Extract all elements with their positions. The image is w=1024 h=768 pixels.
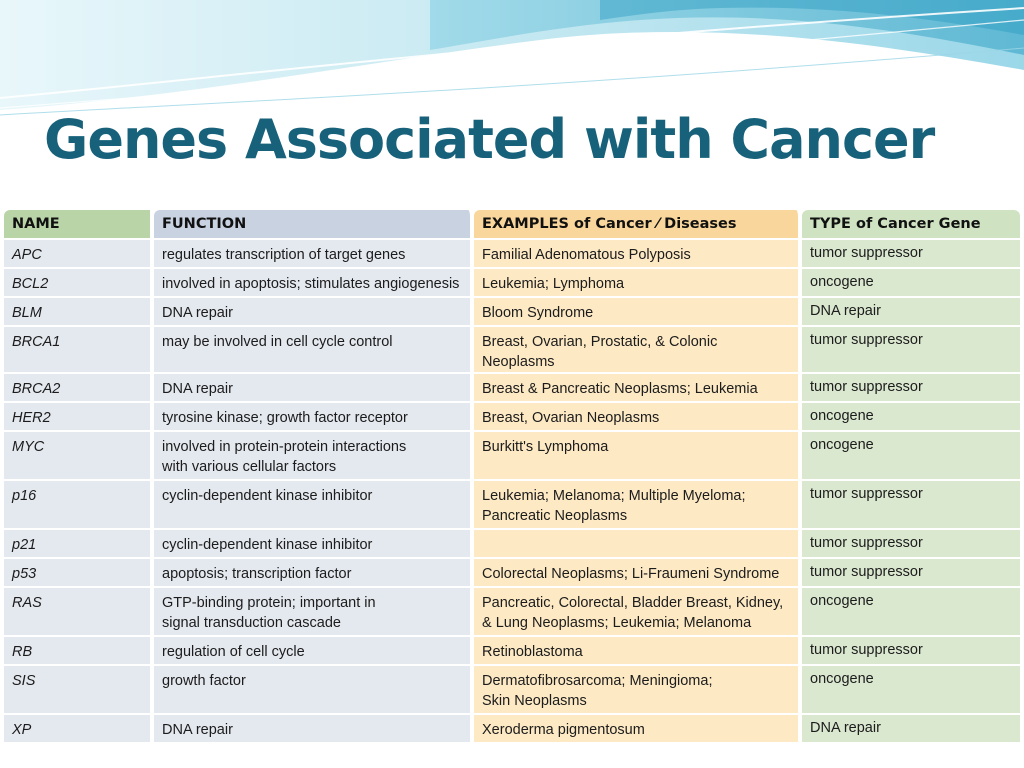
gene-function-cell bbox=[154, 528, 474, 557]
gene-function-cell bbox=[154, 635, 474, 664]
gene-name-cell: BRCA2 bbox=[4, 372, 154, 401]
gene-function-cell bbox=[154, 238, 474, 267]
table-row bbox=[4, 479, 1020, 528]
gene-function-line: DNA repair bbox=[162, 722, 233, 738]
gene-function-line: regulation of cell cycle bbox=[162, 644, 305, 660]
gene-function-line: GTP-binding protein; important in bbox=[162, 595, 376, 611]
gene-function-cell bbox=[154, 664, 474, 713]
gene-type-cell: oncogene bbox=[802, 430, 1020, 479]
table-header-row bbox=[4, 210, 1020, 238]
gene-examples-cell bbox=[474, 528, 802, 557]
gene-type-cell: tumor suppressor bbox=[802, 557, 1020, 586]
gene-examples-line: Colorectal Neoplasms; Li-Fraumeni Syndrome bbox=[482, 566, 780, 582]
gene-type-cell: oncogene bbox=[802, 267, 1020, 296]
gene-examples-line: Bloom Syndrome bbox=[482, 305, 594, 321]
gene-name-cell: SIS bbox=[4, 664, 154, 713]
header-function: FUNCTION bbox=[154, 210, 474, 238]
gene-examples-line: Leukemia; Melanoma; Multiple Myeloma; bbox=[482, 488, 746, 504]
table-row bbox=[4, 372, 1020, 401]
table-row bbox=[4, 238, 1020, 267]
gene-examples-cell bbox=[474, 296, 802, 325]
gene-examples-cell bbox=[474, 664, 802, 713]
gene-name-cell: RAS bbox=[4, 586, 154, 635]
cancer-genes-table bbox=[4, 210, 1020, 742]
gene-function-cell bbox=[154, 296, 474, 325]
table-row bbox=[4, 557, 1020, 586]
header-examples-rest: of Cancer ⁄ Diseases bbox=[568, 216, 737, 232]
gene-examples-cell bbox=[474, 713, 802, 742]
gene-examples-cell bbox=[474, 557, 802, 586]
gene-examples-line: Leukemia; Lymphoma bbox=[482, 276, 625, 292]
gene-name-cell: HER2 bbox=[4, 401, 154, 430]
gene-examples-line: & Lung Neoplasms; Leukemia; Melanoma bbox=[482, 615, 752, 631]
gene-examples-line: Retinoblastoma bbox=[482, 644, 583, 660]
gene-function-line: signal transduction cascade bbox=[162, 615, 341, 631]
gene-examples-cell bbox=[474, 586, 802, 635]
header-examples-bold: EXAMPLES bbox=[482, 216, 569, 232]
table-row bbox=[4, 586, 1020, 635]
gene-function-line: apoptosis; transcription factor bbox=[162, 566, 352, 582]
gene-function-cell bbox=[154, 557, 474, 586]
gene-function-cell bbox=[154, 325, 474, 372]
gene-function-line: DNA repair bbox=[162, 381, 233, 397]
gene-examples-line: Breast, Ovarian, Prostatic, & Colonic Neoplasms bbox=[482, 334, 718, 370]
table-row bbox=[4, 635, 1020, 664]
gene-examples-line: Dermatofibrosarcoma; Meningioma; bbox=[482, 673, 713, 689]
gene-function-cell bbox=[154, 401, 474, 430]
gene-type-cell: oncogene bbox=[802, 401, 1020, 430]
gene-examples-cell bbox=[474, 430, 802, 479]
gene-examples-cell bbox=[474, 267, 802, 296]
gene-examples-cell bbox=[474, 238, 802, 267]
gene-function-line: cyclin-dependent kinase inhibitor bbox=[162, 488, 373, 504]
gene-name-cell: p16 bbox=[4, 479, 154, 528]
gene-type-cell: oncogene bbox=[802, 664, 1020, 713]
table-row bbox=[4, 528, 1020, 557]
gene-examples-line: Skin Neoplasms bbox=[482, 693, 587, 709]
gene-function-line: involved in protein-protein interactions bbox=[162, 439, 407, 455]
gene-examples-cell bbox=[474, 401, 802, 430]
gene-name-cell: XP bbox=[4, 713, 154, 742]
gene-examples-line: Xeroderma pigmentosum bbox=[482, 722, 645, 738]
gene-examples-line: Pancreatic, Colorectal, Bladder Breast, Kidney, bbox=[482, 595, 784, 611]
gene-type-cell: tumor suppressor bbox=[802, 479, 1020, 528]
header-type-bold: TYPE bbox=[810, 216, 851, 232]
table-row bbox=[4, 296, 1020, 325]
gene-examples-cell bbox=[474, 479, 802, 528]
gene-name-cell: p53 bbox=[4, 557, 154, 586]
gene-examples-cell bbox=[474, 372, 802, 401]
gene-function-cell bbox=[154, 372, 474, 401]
header-type bbox=[802, 210, 1020, 238]
gene-type-cell: oncogene bbox=[802, 586, 1020, 635]
gene-examples-line: Familial Adenomatous Polyposis bbox=[482, 247, 691, 263]
header-name: NAME bbox=[4, 210, 154, 238]
gene-function-line: cyclin-dependent kinase inhibitor bbox=[162, 537, 373, 553]
gene-function-line: may be involved in cell cycle control bbox=[162, 334, 393, 350]
gene-function-line: tyrosine kinase; growth factor receptor bbox=[162, 410, 408, 426]
gene-type-cell: DNA repair bbox=[802, 296, 1020, 325]
gene-type-cell: tumor suppressor bbox=[802, 635, 1020, 664]
header-examples bbox=[474, 210, 802, 238]
table-row bbox=[4, 267, 1020, 296]
gene-type-cell: tumor suppressor bbox=[802, 238, 1020, 267]
gene-function-line: regulates transcription of target genes bbox=[162, 247, 406, 263]
table-row bbox=[4, 664, 1020, 713]
gene-name-cell: MYC bbox=[4, 430, 154, 479]
header-type-rest: of Cancer Gene bbox=[850, 216, 981, 232]
gene-examples-line: Breast, Ovarian Neoplasms bbox=[482, 410, 660, 426]
gene-examples-line: Breast & Pancreatic Neoplasms; Leukemia bbox=[482, 381, 758, 397]
gene-function-cell bbox=[154, 713, 474, 742]
gene-name-cell: p21 bbox=[4, 528, 154, 557]
gene-function-cell bbox=[154, 430, 474, 479]
gene-function-line: DNA repair bbox=[162, 305, 233, 321]
table-row bbox=[4, 401, 1020, 430]
gene-type-cell: tumor suppressor bbox=[802, 372, 1020, 401]
gene-examples-cell bbox=[474, 635, 802, 664]
gene-function-line: growth factor bbox=[162, 673, 246, 689]
table-row bbox=[4, 713, 1020, 742]
gene-examples-cell bbox=[474, 325, 802, 372]
gene-name-cell: APC bbox=[4, 238, 154, 267]
gene-name-cell: RB bbox=[4, 635, 154, 664]
gene-function-line: involved in apoptosis; stimulates angiogenesis bbox=[162, 276, 460, 292]
table-row bbox=[4, 430, 1020, 479]
gene-name-cell: BRCA1 bbox=[4, 325, 154, 372]
gene-name-cell: BLM bbox=[4, 296, 154, 325]
table-row bbox=[4, 325, 1020, 372]
gene-examples-line: Burkitt's Lymphoma bbox=[482, 439, 609, 455]
gene-function-cell bbox=[154, 586, 474, 635]
table-body bbox=[4, 238, 1020, 742]
gene-type-cell: DNA repair bbox=[802, 713, 1020, 742]
gene-examples-line: Pancreatic Neoplasms bbox=[482, 508, 628, 524]
gene-function-cell bbox=[154, 267, 474, 296]
gene-type-cell: tumor suppressor bbox=[802, 528, 1020, 557]
gene-type-cell: tumor suppressor bbox=[802, 325, 1020, 372]
gene-function-line: with various cellular factors bbox=[162, 459, 337, 475]
gene-name-cell: BCL2 bbox=[4, 267, 154, 296]
slide-title: Genes Associated with Cancer bbox=[44, 108, 935, 171]
gene-function-cell bbox=[154, 479, 474, 528]
